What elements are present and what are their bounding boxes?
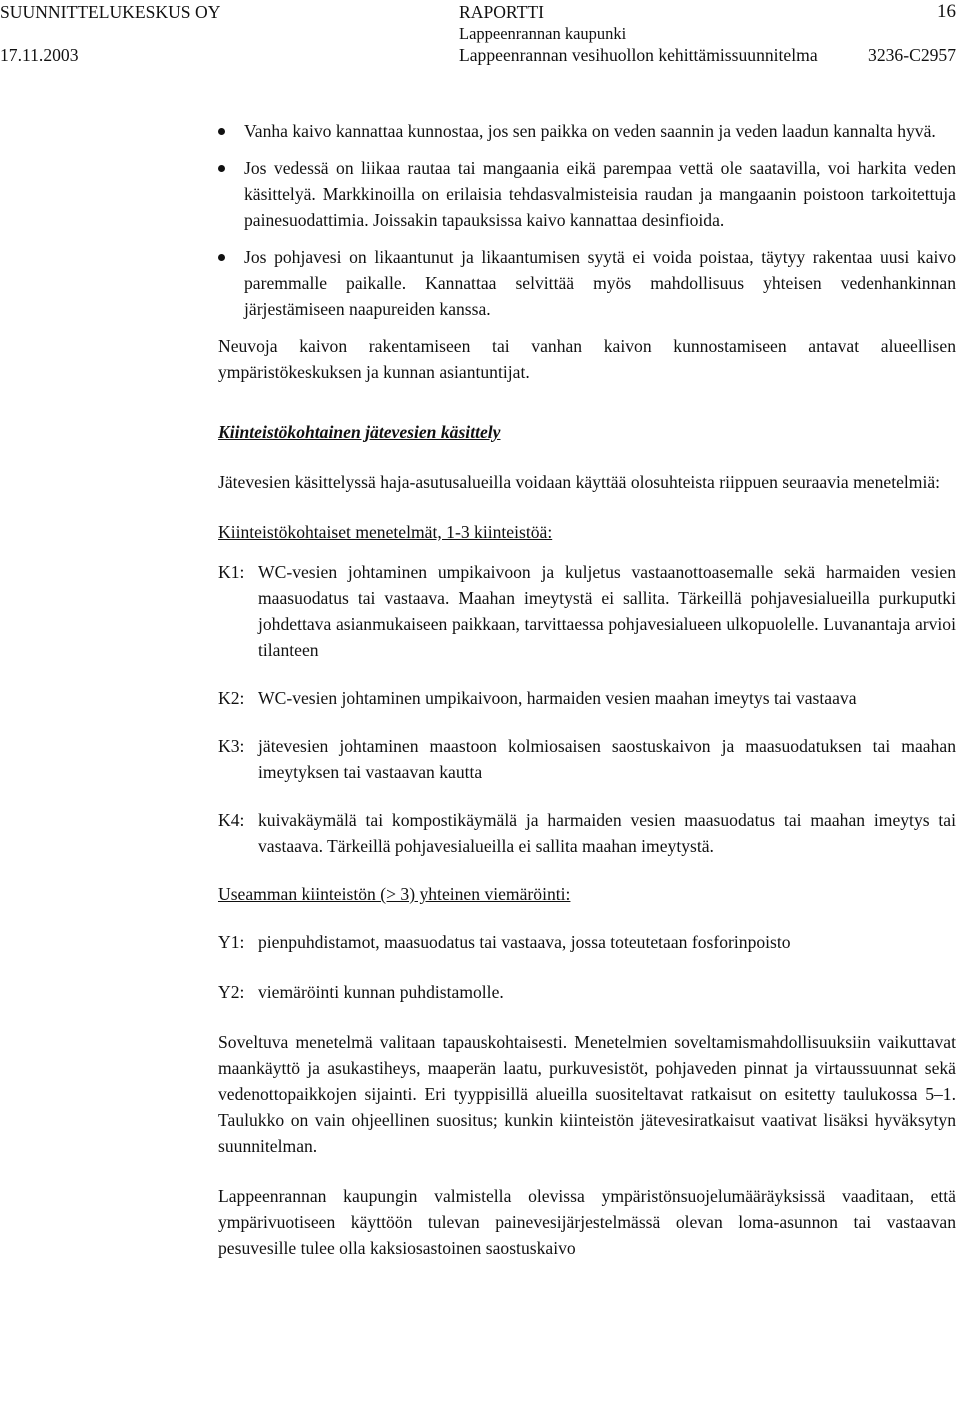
method-code: Y2: xyxy=(218,982,245,1002)
method-choice-paragraph: Soveltuva menetelmä valitaan tapauskohtaisesti. Menetelmien soveltamismahdollisuuksiin vaikuttavat maankäyttö ja asukastiheys, maaperän laatu, purkuvesistöt, pohjaveden pinnat ja virtaussuunnat sekä vedenottopaikkojen sijainti. Eri tyyppisillä alueilla suositeltavat ratkaisut on esitetty taulukossa 5–1. Taulukko on vain ohjeellinen suositus; kunkin kiinteistön jätevesiratkaisut vaativat lisäksi hyväksytyn suunnitelman. xyxy=(218,1032,956,1156)
company-name: SUUNNITTELUKESKUS OY xyxy=(0,2,221,22)
shared-methods-subheading: Useamman kiinteistön (> 3) yhteinen viemäröinti: xyxy=(218,884,571,904)
list-item-text: Vanha kaivo kannattaa kunnostaa, jos sen paikka on veden saannin ja veden laadun kannalta hyvä. xyxy=(244,121,936,141)
method-text: viemäröinti kunnan puhdistamolle. xyxy=(258,982,504,1002)
method-code: K1: xyxy=(218,562,245,582)
bullet-icon xyxy=(218,128,225,135)
list-item-text: Jos pohjavesi on likaantunut ja likaantumisen syytä ei voida poistaa, täytyy rakentaa uusi kaivo paremmalle paikalle. Kannattaa selvittää myös mahdollisuus yhteisen vedenhankinnan järjestämiseen naapureiden kanssa. xyxy=(244,247,956,319)
list-item xyxy=(218,118,956,144)
method-text: WC-vesien johtaminen umpikaivoon, harmaiden vesien maahan imeytys tai vastaava xyxy=(258,688,857,708)
property-methods-subheading: Kiinteistökohtaiset menetelmät, 1-3 kiinteistöä: xyxy=(218,522,553,542)
list-item xyxy=(218,155,956,233)
method-item-k3 xyxy=(218,733,956,785)
report-date: 17.11.2003 xyxy=(0,45,79,65)
method-code: Y1: xyxy=(218,932,245,952)
method-code: K2: xyxy=(218,688,245,708)
bullet-icon xyxy=(218,254,225,261)
method-text: WC-vesien johtaminen umpikaivoon ja kuljetus vastaanottoasemalle sekä harmaiden vesien maasuodatus tai vastaava. Maahan imeytystä ei sallita. Tärkeillä pohjavesialueilla purkuputki johdettava asianmukaiseen paikkaan, tarvittaessa pohjavesialueen ulkopuolelle. Luvanantaja arvioi tilanteen xyxy=(258,562,956,660)
document-type: RAPORTTI xyxy=(459,2,544,22)
list-item-text: Jos vedessä on liikaa rautaa tai mangaania eikä parempaa vettä ole saatavilla, voi harkita veden käsittelyä. Markkinoilla on erilaisia tehdasvalmisteisia raudan ja mangaanin poistoon tarkoitettuja painesuodattimia. Joissakin tapauksissa kaivo kannattaa desinfioida. xyxy=(244,158,956,230)
method-text: pienpuhdistamot, maasuodatus tai vastaava, jossa toteutetaan fosforinpoisto xyxy=(258,932,791,952)
project-code: 3236-C2957 xyxy=(868,45,956,65)
page-number: 16 xyxy=(937,1,956,22)
method-code: K4: xyxy=(218,810,245,830)
method-item-y1 xyxy=(218,929,956,955)
method-item-y2 xyxy=(218,979,956,1005)
page-body xyxy=(218,118,956,1261)
regulation-paragraph: Lappeenrannan kaupungin valmistella olevissa ympäristönsuojelumääräyksissä vaaditaan, että ympärivuotiseen käyttöön tulevan painevesijärjestelmässä olevan loma-asunnon tai vastaavan pesuvesille tulee olla kaksiosastoinen saostuskaivo xyxy=(218,1186,956,1258)
list-item xyxy=(218,244,956,322)
client-name: Lappeenrannan kaupunki xyxy=(459,24,627,43)
section-intro: Jätevesien käsittelyssä haja-asutusalueilla voidaan käyttää olosuhteista riippuen seuraavia menetelmiä: xyxy=(218,472,941,492)
project-title: Lappeenrannan vesihuollon kehittämissuunnitelma xyxy=(459,45,818,65)
method-text: jätevesien johtaminen maastoon kolmiosaisen saostuskaivon ja maasuodatuksen tai maahan imeytyksen tai vastaavan kautta xyxy=(258,736,956,782)
method-text: kuivakäymälä tai kompostikäymälä ja harmaiden vesien maasuodatus tai maahan imeytys tai vastaava. Tärkeillä pohjavesialueilla ei sallita maahan imeytystä. xyxy=(258,810,956,856)
method-item-k2 xyxy=(218,685,956,711)
section-heading: Kiinteistökohtainen jätevesien käsittely xyxy=(218,422,501,442)
well-advice-list xyxy=(218,118,956,322)
method-item-k4 xyxy=(218,807,956,859)
method-item-k1 xyxy=(218,559,956,663)
method-code: K3: xyxy=(218,736,245,756)
advice-paragraph: Neuvoja kaivon rakentamiseen tai vanhan kaivon kunnostamiseen antavat alueellisen ympäristökeskuksen ja kunnan asiantuntijat. xyxy=(218,336,956,382)
page-header xyxy=(0,0,960,72)
bullet-icon xyxy=(218,165,225,172)
